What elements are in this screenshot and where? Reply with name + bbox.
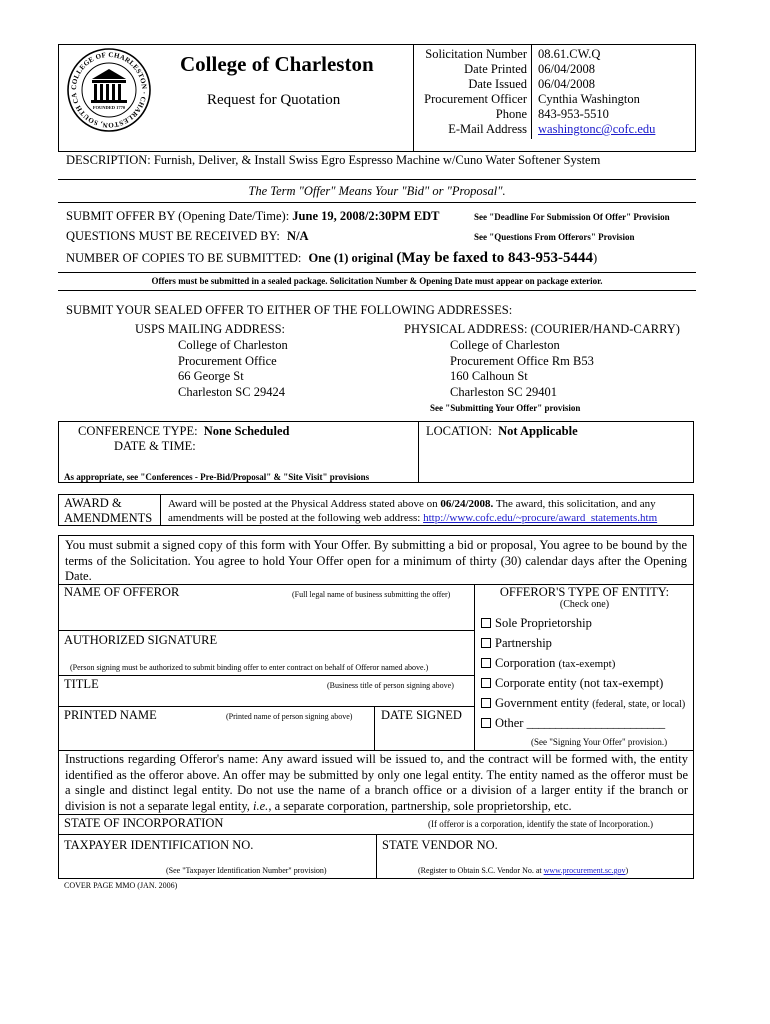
entity-label: Other	[495, 716, 524, 730]
address-line: Procurement Office	[178, 353, 277, 368]
printed-name-note: (Printed name of person signing above)	[226, 712, 353, 721]
printed-name-field[interactable]	[62, 724, 370, 746]
submit-offer-label: SUBMIT OFFER BY (Opening Date/Time):	[66, 209, 290, 223]
conference-note: As appropriate, see "Conferences - Pre-Bid/Proposal" & "Site Visit" provisions	[64, 472, 370, 482]
questions-row	[66, 229, 309, 244]
vendor-url-link[interactable]: www.procurement.sc.gov	[543, 866, 626, 875]
entity-label: Corporation	[495, 656, 556, 670]
checkbox-icon[interactable]	[481, 658, 491, 668]
award-label-line: AMENDMENTS	[64, 511, 153, 525]
entity-label: Corporate entity (not tax-exempt)	[495, 676, 664, 690]
divider	[58, 272, 696, 273]
copies-close: )	[592, 251, 598, 265]
location-value: Not Applicable	[498, 424, 578, 438]
college-name: College of Charleston	[180, 52, 374, 76]
state-vendor-label: STATE VENDOR NO.	[382, 838, 498, 852]
state-vendor-note	[418, 866, 628, 875]
divider	[58, 179, 696, 180]
conference-location-row	[426, 424, 578, 439]
other-entity-line: ________________________	[526, 716, 665, 730]
state-of-incorporation-label: STATE OF INCORPORATION	[64, 816, 224, 830]
divider	[58, 290, 696, 291]
divider	[58, 630, 474, 631]
entity-label: Government entity	[495, 696, 590, 710]
field-label: Procurement Officer	[424, 92, 527, 106]
field-date-issued	[414, 77, 696, 92]
award-text-part: amendments will be posted at the following web address:	[168, 512, 424, 524]
entity-option-sole-proprietorship[interactable]	[481, 616, 592, 631]
address-line: 66 George St	[178, 369, 244, 383]
copies-label: NUMBER OF COPIES TO BE SUBMITTED:	[66, 251, 302, 265]
award-text-part: The award, this solicitation, and any	[493, 498, 656, 510]
vendor-divider	[376, 834, 377, 879]
entity-option-partnership[interactable]	[481, 636, 552, 651]
svg-text:FOUNDED 1770: FOUNDED 1770	[92, 105, 126, 110]
printed-name-label: PRINTED NAME	[64, 708, 157, 722]
title-note: (Business title of person signing above)	[327, 681, 454, 690]
conference-type-label: CONFERENCE TYPE:	[78, 424, 198, 438]
entity-note: (tax-exempt)	[558, 658, 616, 670]
copies-fax: (May be faxed to 843-953-5444	[396, 250, 593, 266]
description: DESCRIPTION: Furnish, Deliver, & Install Swiss Egro Espresso Machine w/Cuno Water Softener System	[66, 153, 601, 167]
field-label: Phone	[495, 107, 527, 121]
field-label: Solicitation Number	[425, 47, 527, 61]
field-procurement-officer	[414, 92, 696, 107]
divider	[58, 814, 694, 815]
mailing-address-title: USPS MAILING ADDRESS:	[135, 322, 286, 336]
name-of-offeror-note: (Full legal name of business submitting the offer)	[292, 590, 451, 599]
address-line: College of Charleston	[450, 338, 560, 352]
field-email	[414, 122, 696, 137]
mailing-address	[178, 338, 288, 400]
authorized-signature-label: AUTHORIZED SIGNATURE	[64, 633, 218, 647]
questions-note: See "Questions From Offerors" Provision	[474, 232, 635, 242]
checkbox-icon[interactable]	[481, 678, 491, 688]
title-label: TITLE	[64, 677, 99, 691]
submit-offer-row	[66, 209, 440, 224]
award-text-line-2	[168, 511, 657, 525]
instructions-ie: i.e.	[253, 798, 269, 813]
location-label: LOCATION:	[426, 424, 492, 438]
address-line: Charleston SC 29424	[178, 384, 285, 399]
award-text	[168, 497, 657, 525]
address-line: Charleston SC 29401	[450, 384, 557, 399]
award-divider	[160, 494, 161, 526]
date-signed-label: DATE SIGNED	[381, 708, 462, 722]
entity-label: Partnership	[495, 636, 552, 650]
addresses-heading: SUBMIT YOUR SEALED OFFER TO EITHER OF THE FOLLOWING ADDRESSES:	[66, 303, 513, 317]
entity-note: (See "Signing Your Offer" provision.)	[531, 737, 668, 747]
divider	[58, 706, 474, 707]
rfq-subtitle: Request for Quotation	[207, 92, 341, 108]
submit-offer-note: See "Deadline For Submission Of Offer" Provision	[474, 212, 670, 222]
address-line: College of Charleston	[178, 338, 288, 352]
submitting-offer-note: See "Submitting Your Offer" provision	[430, 403, 581, 413]
college-seal-icon	[66, 47, 152, 133]
footer: COVER PAGE MMO (JAN. 2006)	[64, 881, 178, 890]
authorized-signature-field[interactable]	[62, 648, 470, 660]
physical-address-title: PHYSICAL ADDRESS: (COURIER/HAND-CARRY)	[404, 322, 680, 336]
questions-label: QUESTIONS MUST BE RECEIVED BY:	[66, 229, 280, 243]
submit-offer-value: June 19, 2008/2:30PM EDT	[292, 209, 440, 223]
entity-option-corporate-entity[interactable]	[481, 676, 663, 691]
award-label	[64, 496, 152, 526]
offer-intro: You must submit a signed copy of this form with Your Offer. By submitting a bid or proposal, You agree to be bound by the terms of the Solicitation. You agree to hold Your Offer open for a minimum of thirty (30) calendar days after the Opening Date.	[65, 538, 687, 583]
divider	[58, 202, 696, 203]
authorized-signature-note: (Person signing must be authorized to submit binding offer to enter contract on behalf of Offeror named above.)	[70, 663, 429, 672]
field-label: Date Issued	[468, 77, 527, 91]
checkbox-icon[interactable]	[481, 638, 491, 648]
state-of-incorporation-note: (If offeror is a corporation, identify the state of Incorporation.)	[428, 819, 653, 829]
field-solicitation-number	[414, 47, 696, 62]
field-value: Cynthia Washington	[538, 92, 640, 106]
conference-divider	[418, 421, 419, 483]
taxpayer-id-field[interactable]	[62, 853, 372, 863]
award-label-line: AWARD &	[64, 496, 122, 510]
address-line: Procurement Office Rm B53	[450, 353, 594, 368]
field-label: Date Printed	[464, 62, 527, 76]
svg-text:COLLEGE OF CHARLESTON · CHARLE: COLLEGE OF CHARLESTON · CHARLESTON, SOUTH CA	[69, 50, 149, 130]
field-value: 06/04/2008	[538, 62, 595, 76]
vendor-note-text: (Register to Obtain S.C. Vendor No. at	[418, 866, 544, 875]
address-line: 160 Calhoun St	[450, 369, 528, 383]
entity-option-government-entity[interactable]	[481, 696, 685, 711]
title-field[interactable]	[62, 692, 470, 704]
questions-value: N/A	[287, 229, 309, 243]
award-url-link[interactable]: http://www.cofc.edu/~procure/award_statements.htm	[423, 512, 658, 524]
vendor-note-text: )	[625, 866, 629, 875]
email-link[interactable]: washingtonc@cofc.edu	[538, 122, 656, 136]
physical-address	[450, 338, 594, 400]
instructions-text: Instructions regarding Offeror's name: Any award issued will be issued to, and the contract will be formed with, the entity identified as the offeror above. An offer may be submitted by only one legal entity. The entity named as the offeror must be a single and distinct legal entity. Do not use the name of a branch office or a division of a larger entity if the branch or division is not a separate legal entity,	[65, 752, 688, 813]
conference-type-value: None Scheduled	[203, 424, 290, 438]
conference-type-row	[78, 424, 289, 439]
award-text-line-1	[168, 497, 657, 511]
checkbox-icon[interactable]	[481, 618, 491, 628]
entity-option-other[interactable]	[481, 716, 665, 731]
field-date-printed	[414, 62, 696, 77]
entity-note: (federal, state, or local)	[592, 699, 686, 710]
entity-check-note: (Check one)	[559, 599, 610, 610]
award-date: 06/24/2008.	[440, 498, 494, 510]
field-label: E-Mail Address	[448, 122, 527, 136]
divider	[58, 750, 694, 751]
taxpayer-id-label: TAXPAYER IDENTIFICATION NO.	[64, 838, 254, 852]
award-text-part: Award will be posted at the Physical Address stated above on	[168, 498, 441, 510]
term-note: The Term "Offer" Means Your "Bid" or "Proposal".	[248, 184, 506, 198]
entity-label: Sole Proprietorship	[495, 616, 592, 630]
copies-row	[66, 250, 597, 267]
entity-option-corporation[interactable]	[481, 656, 615, 671]
field-value: 08.61.CW.Q	[538, 47, 601, 61]
state-vendor-field[interactable]	[380, 853, 690, 863]
taxpayer-id-note: (See "Taxpayer Identification Number" provision)	[166, 866, 327, 875]
name-of-offeror-label: NAME OF OFFEROR	[64, 585, 180, 599]
divider	[58, 675, 474, 676]
date-signed-field[interactable]	[378, 724, 470, 746]
date-signed-divider	[374, 706, 375, 750]
name-of-offeror-field[interactable]	[62, 600, 470, 628]
conference-datetime-label: DATE & TIME:	[114, 439, 196, 453]
offeror-name-instructions	[65, 752, 688, 814]
field-value: 843-953-5510	[538, 107, 609, 121]
entity-title: OFFEROR'S TYPE OF ENTITY:	[499, 585, 670, 599]
checkbox-icon[interactable]	[481, 698, 491, 708]
sealed-note: Offers must be submitted in a sealed package. Solicitation Number & Opening Date must appear on package exterior.	[151, 276, 603, 286]
header-fields	[414, 47, 696, 137]
field-value: 06/04/2008	[538, 77, 595, 91]
checkbox-icon[interactable]	[481, 718, 491, 728]
instructions-end: , a separate corporation, partnership, sole proprietorship, etc.	[268, 798, 572, 813]
copies-value: One (1) original	[308, 251, 394, 265]
field-phone	[414, 107, 696, 122]
